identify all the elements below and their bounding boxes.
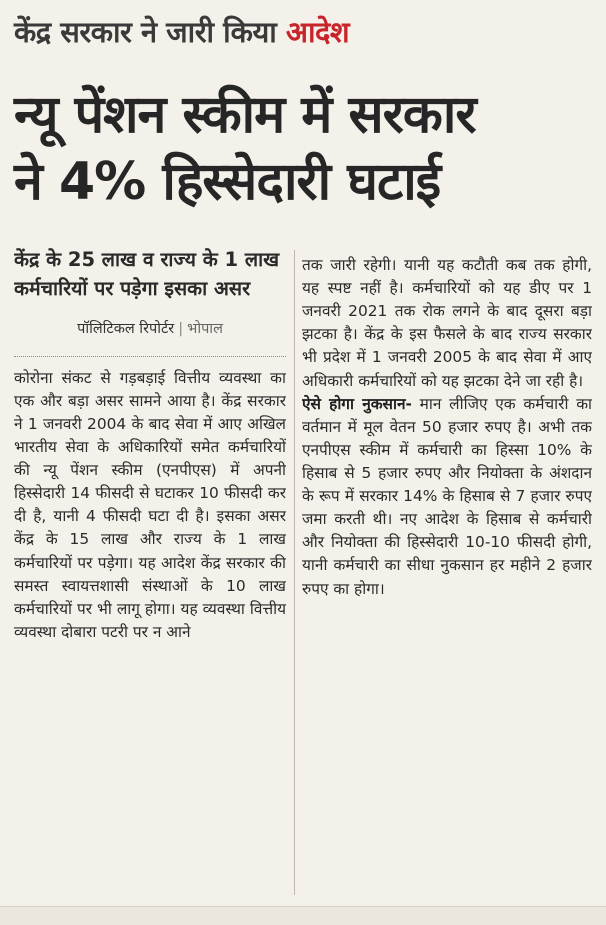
column-divider [294, 250, 295, 895]
article-paragraph-1: कोरोना संकट से गड़बड़ाई वित्तीय व्यवस्था का एक और बड़ा असर सामने आया है। केंद्र सरकार ने 1 जनवरी 2004 के बाद सेवा में आए अखिल भारतीय सेवा के अधिकारियों समेत कर्मचारियों की न्यू पेंशन स्कीम (एनपीएस) में अपनी हिस्सेदारी 14 फीसदी से घटाकर 10 फीसदी कर दी है, यानी 4 फीसदी घटा दी है। इसका असर केंद्र के 15 लाख और राज्य के 1 लाख कर्मचारियों पर पड़ेगा। यह आदेश केंद्र सरकार की समस्त स्वायत्तशासी संस्थाओं के 10 लाख कर्मचारियों पर भी लागू होगा। यह व्यवस्था वित्तीय व्यवस्था दोबारा पटरी पर न आने [14, 368, 286, 641]
kicker-text: केंद्र सरकार ने जारी किया [14, 15, 277, 49]
byline [14, 318, 286, 338]
loss-subheading: ऐसे होगा नुकसान- [302, 394, 412, 413]
article-paragraph-3 [302, 393, 592, 601]
dotted-divider [14, 356, 286, 357]
article-column-left [14, 246, 286, 906]
article-paragraph-3-text: मान लीजिए एक कर्मचारी का वर्तमान में मूल वेतन 50 हजार रुपए है। अभी तक एनपीएस स्कीम में कर्मचारी का हिस्सा 10% के हिसाब से 5 हजार रुपए और नियोक्ता के अंशदान के रूप में सरकार 14% के हिसाब से 7 हजार रुपए जमा करती थी। नए आदेश के हिसाब से कर्मचारी और नियोक्ता की हिस्सेदारी 10-10 फीसदी होगी, यानी कर्मचारी का सीधा नुकसान हर महीने 2 हजार रुपए का होगा। [302, 394, 592, 598]
headline [14, 82, 594, 215]
article-paragraph-2: तक जारी रहेगी। यानी यह कटौती कब तक होगी, यह स्पष्ट नहीं है। कर्मचारियों को यह डीए पर 1 जनवरी 2021 तक रोक लगने के बाद दूसरा बड़ा झटका है। केंद्र के इस फैसले के बाद राज्य सरकार भी प्रदेश में 1 जनवरी 2005 के बाद सेवा में आए अधिकारी कर्मचारियों को यह झटका देने जा रही है। [302, 256, 592, 390]
byline-separator: | [178, 320, 184, 337]
article-column-right [302, 254, 592, 904]
headline-line-2: ने 4% हिस्सेदारी घटाई [14, 151, 441, 212]
page-bottom-edge [0, 906, 606, 925]
headline-line-1: न्यू पेंशन स्कीम में सरकार [14, 85, 476, 145]
kicker-accent: आदेश [285, 15, 350, 49]
kicker-heading [14, 14, 594, 50]
subheadline: केंद्र के 25 लाख व राज्य के 1 लाख कर्मचारियों पर पड़ेगा इसका असर [14, 248, 280, 300]
byline-reporter: पॉलिटिकल रिपोर्टर [77, 320, 175, 337]
byline-place: भोपाल [187, 320, 223, 337]
